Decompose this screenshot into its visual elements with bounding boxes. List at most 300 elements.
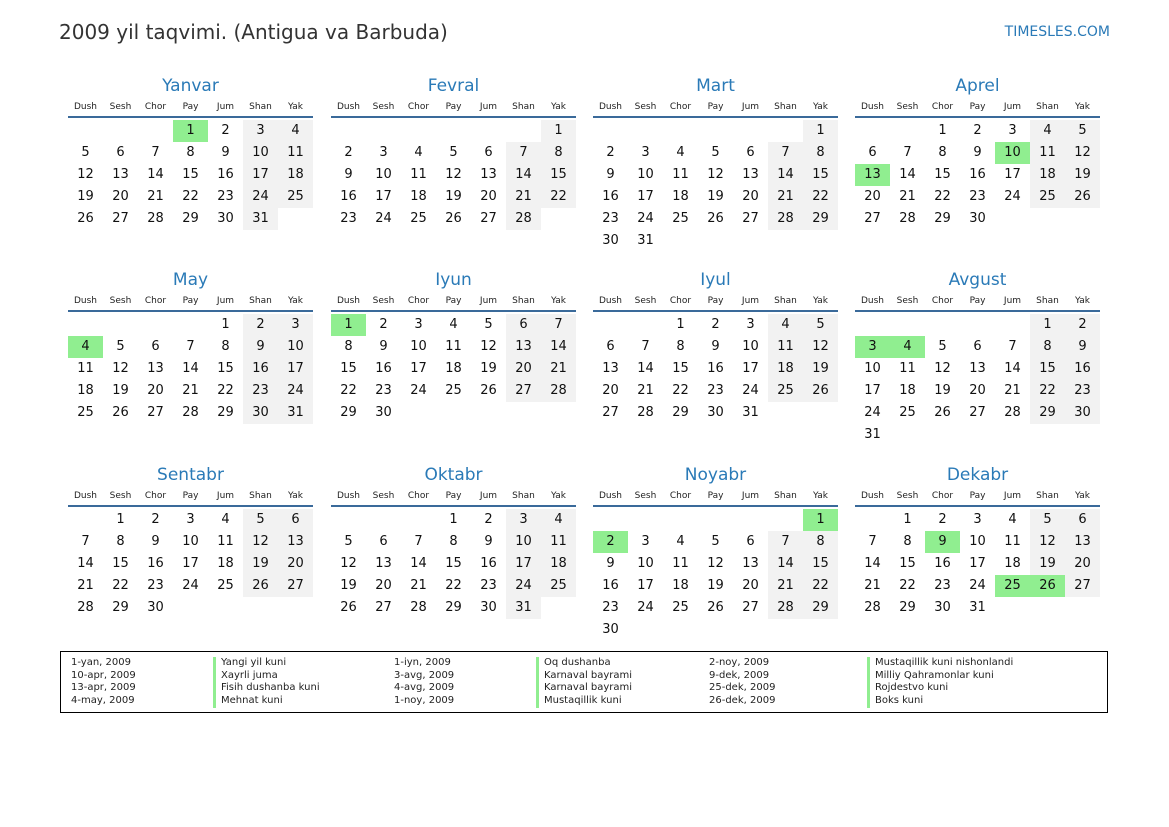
month-yanvar bbox=[68, 75, 313, 230]
weekday-label: Jum bbox=[1003, 296, 1022, 306]
day-cell: 29 bbox=[934, 211, 951, 226]
day-cell: 15 bbox=[445, 556, 462, 571]
day-cell: 9 bbox=[151, 534, 160, 549]
day-cell: 2 bbox=[938, 512, 947, 527]
day-cell: 11 bbox=[445, 339, 462, 354]
holiday-name: Fisih dushanba kuni bbox=[213, 682, 320, 695]
weekday-label: Sesh bbox=[109, 296, 132, 306]
day-cell: 30 bbox=[243, 402, 278, 424]
day-cell: 14 bbox=[864, 556, 881, 571]
weekday-label: Chor bbox=[669, 296, 692, 306]
weekday-label: Yak bbox=[813, 491, 828, 501]
month-dekabr bbox=[855, 464, 1100, 619]
day-cell: 29 bbox=[803, 208, 838, 230]
day-cell: 27 bbox=[864, 211, 881, 226]
day-cell: 29 bbox=[899, 600, 916, 615]
day-grid bbox=[331, 509, 576, 619]
day-cell: 3 bbox=[973, 512, 982, 527]
day-cell: 30 bbox=[1065, 402, 1100, 424]
weekday-label: Dush bbox=[336, 296, 361, 306]
holiday-date: 4-may, 2009 bbox=[71, 695, 135, 707]
day-cell: 4 bbox=[676, 145, 685, 160]
empty-cell bbox=[593, 120, 628, 142]
day-cell: 2 bbox=[379, 317, 388, 332]
day-cell: 18 bbox=[217, 556, 234, 571]
day-cell: 2 bbox=[221, 123, 230, 138]
day-cell: 24 bbox=[278, 380, 313, 402]
day-cell: 8 bbox=[116, 534, 125, 549]
day-cell: 23 bbox=[375, 383, 392, 398]
day-cell: 16 bbox=[375, 361, 392, 376]
day-cell: 21 bbox=[1004, 383, 1021, 398]
day-cell: 19 bbox=[803, 358, 838, 380]
day-cell: 1 bbox=[938, 123, 947, 138]
day-cell: 22 bbox=[445, 578, 462, 593]
day-cell: 31 bbox=[742, 405, 759, 420]
weekday-label: Yak bbox=[551, 296, 566, 306]
weekday-label: Dush bbox=[73, 491, 98, 501]
day-cell: 21 bbox=[410, 578, 427, 593]
day-cell: 26 bbox=[707, 600, 724, 615]
holiday-day: 3 bbox=[855, 336, 890, 358]
day-cell: 6 bbox=[278, 509, 313, 531]
weekday-label: Chor bbox=[144, 296, 167, 306]
month-sentabr bbox=[68, 464, 313, 619]
weekday-header bbox=[331, 100, 576, 118]
day-cell: 23 bbox=[340, 211, 357, 226]
day-cell: 28 bbox=[77, 600, 94, 615]
day-cell: 21 bbox=[899, 189, 916, 204]
weekday-header bbox=[855, 100, 1100, 118]
day-cell: 30 bbox=[217, 211, 234, 226]
day-cell: 13 bbox=[278, 531, 313, 553]
day-grid bbox=[331, 314, 576, 424]
day-cell: 14 bbox=[899, 167, 916, 182]
empty-cell bbox=[855, 509, 890, 531]
weekday-label: Sesh bbox=[109, 491, 132, 501]
weekday-label: Yak bbox=[551, 491, 566, 501]
day-cell: 30 bbox=[602, 233, 619, 248]
day-cell: 1 bbox=[449, 512, 458, 527]
day-grid bbox=[68, 314, 313, 424]
day-cell: 1 bbox=[116, 512, 125, 527]
month-aprel bbox=[855, 75, 1100, 230]
day-cell: 4 bbox=[449, 317, 458, 332]
empty-cell bbox=[366, 509, 401, 531]
day-cell: 22 bbox=[1030, 380, 1065, 402]
day-cell: 9 bbox=[973, 145, 982, 160]
day-cell: 3 bbox=[186, 512, 195, 527]
empty-cell bbox=[506, 120, 541, 142]
day-cell: 13 bbox=[375, 556, 392, 571]
weekday-header bbox=[593, 294, 838, 312]
month-iyul bbox=[593, 269, 838, 424]
day-grid bbox=[331, 120, 576, 230]
holiday-day: 1 bbox=[331, 314, 366, 336]
day-cell: 24 bbox=[410, 383, 427, 398]
day-cell: 9 bbox=[243, 336, 278, 358]
day-cell: 11 bbox=[899, 361, 916, 376]
day-cell: 13 bbox=[147, 361, 164, 376]
day-cell: 23 bbox=[1065, 380, 1100, 402]
day-cell: 13 bbox=[742, 556, 759, 571]
day-cell: 28 bbox=[899, 211, 916, 226]
weekday-label: Yak bbox=[1075, 296, 1090, 306]
day-cell: 5 bbox=[116, 339, 125, 354]
day-cell: 16 bbox=[934, 556, 951, 571]
holiday-name: Rojdestvo kuni bbox=[867, 682, 1013, 695]
day-cell: 4 bbox=[414, 145, 423, 160]
weekday-label: Chor bbox=[407, 102, 430, 112]
weekday-label: Pay bbox=[182, 491, 199, 501]
weekday-label: Chor bbox=[931, 102, 954, 112]
weekday-label: Yak bbox=[1075, 102, 1090, 112]
day-cell: 17 bbox=[410, 361, 427, 376]
day-cell: 17 bbox=[742, 361, 759, 376]
weekday-label: Yak bbox=[288, 296, 303, 306]
day-cell: 29 bbox=[1030, 402, 1065, 424]
holiday-date: 10-apr, 2009 bbox=[71, 669, 136, 681]
weekday-label: Sesh bbox=[372, 296, 395, 306]
empty-cell bbox=[960, 314, 995, 336]
weekday-label: Pay bbox=[969, 491, 986, 501]
day-cell: 23 bbox=[707, 383, 724, 398]
empty-cell bbox=[593, 314, 628, 336]
day-cell: 14 bbox=[541, 336, 576, 358]
day-cell: 30 bbox=[969, 211, 986, 226]
weekday-label: Yak bbox=[551, 102, 566, 112]
empty-cell bbox=[768, 120, 803, 142]
day-cell: 7 bbox=[541, 314, 576, 336]
day-grid bbox=[855, 509, 1100, 619]
day-cell: 26 bbox=[112, 405, 129, 420]
day-cell: 19 bbox=[112, 383, 129, 398]
day-cell: 17 bbox=[506, 553, 541, 575]
day-cell: 13 bbox=[112, 167, 129, 182]
day-cell: 5 bbox=[449, 145, 458, 160]
day-cell: 20 bbox=[375, 578, 392, 593]
day-cell: 1 bbox=[803, 120, 838, 142]
day-cell: 9 bbox=[221, 145, 230, 160]
weekday-label: Shan bbox=[512, 296, 535, 306]
day-cell: 12 bbox=[340, 556, 357, 571]
day-cell: 24 bbox=[864, 405, 881, 420]
weekday-label: Shan bbox=[249, 296, 272, 306]
empty-cell bbox=[733, 509, 768, 531]
weekday-header bbox=[68, 294, 313, 312]
weekday-header bbox=[593, 489, 838, 507]
day-cell: 28 bbox=[768, 597, 803, 619]
day-cell: 3 bbox=[641, 534, 650, 549]
day-cell: 24 bbox=[506, 575, 541, 597]
day-cell: 13 bbox=[1065, 531, 1100, 553]
day-cell: 29 bbox=[340, 405, 357, 420]
weekday-label: Jum bbox=[1003, 102, 1022, 112]
day-cell: 28 bbox=[768, 208, 803, 230]
month-name: Yanvar bbox=[162, 76, 219, 96]
day-cell: 25 bbox=[768, 380, 803, 402]
empty-cell bbox=[768, 509, 803, 531]
day-cell: 20 bbox=[864, 189, 881, 204]
day-cell: 31 bbox=[243, 208, 278, 230]
day-cell: 2 bbox=[973, 123, 982, 138]
weekday-label: Jum bbox=[479, 102, 498, 112]
day-cell: 25 bbox=[410, 211, 427, 226]
day-cell: 26 bbox=[243, 575, 278, 597]
empty-cell bbox=[138, 120, 173, 142]
day-cell: 12 bbox=[707, 167, 724, 182]
day-cell: 3 bbox=[1008, 123, 1017, 138]
weekday-label: Yak bbox=[288, 491, 303, 501]
weekday-label: Dush bbox=[860, 491, 885, 501]
day-cell: 10 bbox=[637, 556, 654, 571]
weekday-label: Pay bbox=[969, 296, 986, 306]
legend-dates bbox=[709, 657, 775, 708]
day-cell: 23 bbox=[969, 189, 986, 204]
empty-cell bbox=[436, 120, 471, 142]
holiday-day: 9 bbox=[925, 531, 960, 553]
day-cell: 28 bbox=[1004, 405, 1021, 420]
holiday-name: Mehnat kuni bbox=[213, 695, 320, 708]
month-name: Oktabr bbox=[424, 465, 483, 485]
day-cell: 5 bbox=[344, 534, 353, 549]
day-cell: 22 bbox=[182, 189, 199, 204]
weekday-header bbox=[593, 100, 838, 118]
day-cell: 31 bbox=[969, 600, 986, 615]
weekday-label: Sesh bbox=[634, 296, 657, 306]
day-cell: 28 bbox=[541, 380, 576, 402]
weekday-label: Chor bbox=[669, 102, 692, 112]
legend-names bbox=[536, 657, 632, 708]
day-cell: 20 bbox=[742, 578, 759, 593]
day-cell: 7 bbox=[151, 145, 160, 160]
holiday-name: Karnaval bayrami bbox=[536, 670, 632, 683]
day-cell: 5 bbox=[711, 145, 720, 160]
empty-cell bbox=[698, 509, 733, 531]
day-cell: 26 bbox=[445, 211, 462, 226]
day-cell: 12 bbox=[480, 339, 497, 354]
day-grid bbox=[593, 509, 838, 641]
legend-dates bbox=[71, 657, 136, 708]
day-cell: 24 bbox=[1004, 189, 1021, 204]
holiday-name: Karnaval bayrami bbox=[536, 682, 632, 695]
day-cell: 6 bbox=[506, 314, 541, 336]
day-cell: 24 bbox=[182, 578, 199, 593]
day-cell: 5 bbox=[243, 509, 278, 531]
day-cell: 29 bbox=[803, 597, 838, 619]
day-cell: 28 bbox=[637, 405, 654, 420]
day-cell: 17 bbox=[243, 164, 278, 186]
weekday-label: Pay bbox=[182, 102, 199, 112]
day-cell: 26 bbox=[803, 380, 838, 402]
day-cell: 25 bbox=[672, 211, 689, 226]
day-cell: 15 bbox=[934, 167, 951, 182]
day-cell: 20 bbox=[480, 189, 497, 204]
day-cell: 2 bbox=[484, 512, 493, 527]
day-cell: 4 bbox=[1008, 512, 1017, 527]
site-link[interactable]: TIMESLES.COM bbox=[1004, 24, 1110, 40]
weekday-label: Jum bbox=[741, 102, 760, 112]
holiday-date: 25-dek, 2009 bbox=[709, 682, 776, 694]
day-cell: 7 bbox=[768, 531, 803, 553]
weekday-label: Jum bbox=[216, 296, 235, 306]
day-cell: 18 bbox=[445, 361, 462, 376]
day-cell: 20 bbox=[506, 358, 541, 380]
day-cell: 19 bbox=[934, 383, 951, 398]
day-cell: 19 bbox=[445, 189, 462, 204]
day-grid bbox=[593, 314, 838, 424]
weekday-label: Yak bbox=[813, 296, 828, 306]
empty-cell bbox=[628, 314, 663, 336]
day-cell: 26 bbox=[340, 600, 357, 615]
day-cell: 19 bbox=[243, 553, 278, 575]
day-cell: 22 bbox=[803, 186, 838, 208]
day-cell: 13 bbox=[506, 336, 541, 358]
day-cell: 18 bbox=[672, 189, 689, 204]
day-cell: 24 bbox=[742, 383, 759, 398]
day-cell: 7 bbox=[768, 142, 803, 164]
day-cell: 21 bbox=[541, 358, 576, 380]
day-cell: 1 bbox=[676, 317, 685, 332]
empty-cell bbox=[628, 120, 663, 142]
day-cell: 23 bbox=[147, 578, 164, 593]
empty-cell bbox=[68, 314, 103, 336]
holiday-name: Xayrli juma bbox=[213, 670, 320, 683]
day-cell: 26 bbox=[1065, 186, 1100, 208]
day-cell: 6 bbox=[746, 534, 755, 549]
month-name: Sentabr bbox=[157, 465, 224, 485]
day-cell: 5 bbox=[81, 145, 90, 160]
weekday-label: Pay bbox=[445, 296, 462, 306]
day-cell: 10 bbox=[506, 531, 541, 553]
day-cell: 17 bbox=[864, 383, 881, 398]
day-cell: 11 bbox=[672, 167, 689, 182]
day-cell: 10 bbox=[278, 336, 313, 358]
day-cell: 16 bbox=[147, 556, 164, 571]
empty-cell bbox=[68, 509, 103, 531]
day-cell: 25 bbox=[445, 383, 462, 398]
day-cell: 7 bbox=[81, 534, 90, 549]
day-cell: 25 bbox=[899, 405, 916, 420]
weekday-label: Shan bbox=[249, 102, 272, 112]
day-cell: 8 bbox=[186, 145, 195, 160]
holiday-date: 9-dek, 2009 bbox=[709, 669, 770, 681]
weekday-label: Pay bbox=[969, 102, 986, 112]
weekday-label: Jum bbox=[741, 491, 760, 501]
weekday-label: Jum bbox=[1003, 491, 1022, 501]
empty-cell bbox=[925, 314, 960, 336]
weekday-label: Jum bbox=[741, 296, 760, 306]
weekday-header bbox=[855, 489, 1100, 507]
day-cell: 14 bbox=[768, 164, 803, 186]
empty-cell bbox=[663, 509, 698, 531]
holiday-date: 4-avg, 2009 bbox=[394, 682, 455, 694]
month-noyabr bbox=[593, 464, 838, 641]
empty-cell bbox=[855, 120, 890, 142]
day-cell: 17 bbox=[182, 556, 199, 571]
holiday-day: 13 bbox=[855, 164, 890, 186]
weekday-label: Pay bbox=[707, 296, 724, 306]
day-cell: 18 bbox=[672, 578, 689, 593]
day-cell: 31 bbox=[278, 402, 313, 424]
day-cell: 27 bbox=[147, 405, 164, 420]
holiday-day: 1 bbox=[173, 120, 208, 142]
day-grid bbox=[68, 120, 313, 230]
day-cell: 31 bbox=[864, 427, 881, 442]
day-cell: 20 bbox=[278, 553, 313, 575]
day-cell: 13 bbox=[742, 167, 759, 182]
day-cell: 26 bbox=[707, 211, 724, 226]
day-cell: 15 bbox=[112, 556, 129, 571]
day-cell: 15 bbox=[672, 361, 689, 376]
day-cell: 8 bbox=[541, 142, 576, 164]
day-cell: 8 bbox=[1030, 336, 1065, 358]
holiday-date: 1-noy, 2009 bbox=[394, 695, 455, 707]
day-cell: 11 bbox=[410, 167, 427, 182]
empty-cell bbox=[331, 509, 366, 531]
day-cell: 23 bbox=[480, 578, 497, 593]
day-cell: 15 bbox=[899, 556, 916, 571]
day-cell: 25 bbox=[541, 575, 576, 597]
day-cell: 24 bbox=[969, 578, 986, 593]
day-cell: 5 bbox=[803, 314, 838, 336]
holiday-day: 4 bbox=[890, 336, 925, 358]
empty-cell bbox=[890, 120, 925, 142]
day-cell: 7 bbox=[868, 534, 877, 549]
holiday-name: Milliy Qahramonlar kuni bbox=[867, 670, 1013, 683]
day-cell: 8 bbox=[676, 339, 685, 354]
day-cell: 25 bbox=[672, 600, 689, 615]
day-cell: 8 bbox=[938, 145, 947, 160]
weekday-label: Chor bbox=[144, 491, 167, 501]
day-cell: 22 bbox=[672, 383, 689, 398]
empty-cell bbox=[593, 509, 628, 531]
day-cell: 10 bbox=[243, 142, 278, 164]
day-cell: 20 bbox=[147, 383, 164, 398]
day-cell: 21 bbox=[147, 189, 164, 204]
day-cell: 18 bbox=[768, 358, 803, 380]
weekday-label: Dush bbox=[860, 102, 885, 112]
weekday-label: Sesh bbox=[372, 491, 395, 501]
day-cell: 7 bbox=[414, 534, 423, 549]
day-cell: 8 bbox=[803, 531, 838, 553]
holiday-day: 1 bbox=[803, 509, 838, 531]
day-cell: 19 bbox=[1065, 164, 1100, 186]
month-avgust bbox=[855, 269, 1100, 446]
empty-cell bbox=[663, 120, 698, 142]
day-cell: 13 bbox=[969, 361, 986, 376]
holiday-date: 1-iyn, 2009 bbox=[394, 657, 451, 668]
day-cell: 25 bbox=[77, 405, 94, 420]
month-iyun bbox=[331, 269, 576, 424]
holiday-day: 25 bbox=[995, 575, 1030, 597]
weekday-label: Yak bbox=[1075, 491, 1090, 501]
day-cell: 16 bbox=[969, 167, 986, 182]
day-cell: 4 bbox=[221, 512, 230, 527]
day-cell: 29 bbox=[672, 405, 689, 420]
day-cell: 24 bbox=[243, 186, 278, 208]
legend-names bbox=[213, 657, 320, 708]
day-cell: 4 bbox=[1030, 120, 1065, 142]
day-cell: 4 bbox=[541, 509, 576, 531]
day-cell: 29 bbox=[217, 405, 234, 420]
day-cell: 10 bbox=[742, 339, 759, 354]
day-cell: 14 bbox=[182, 361, 199, 376]
day-cell: 11 bbox=[1004, 534, 1021, 549]
day-cell: 12 bbox=[445, 167, 462, 182]
weekday-label: Sesh bbox=[372, 102, 395, 112]
day-cell: 10 bbox=[864, 361, 881, 376]
